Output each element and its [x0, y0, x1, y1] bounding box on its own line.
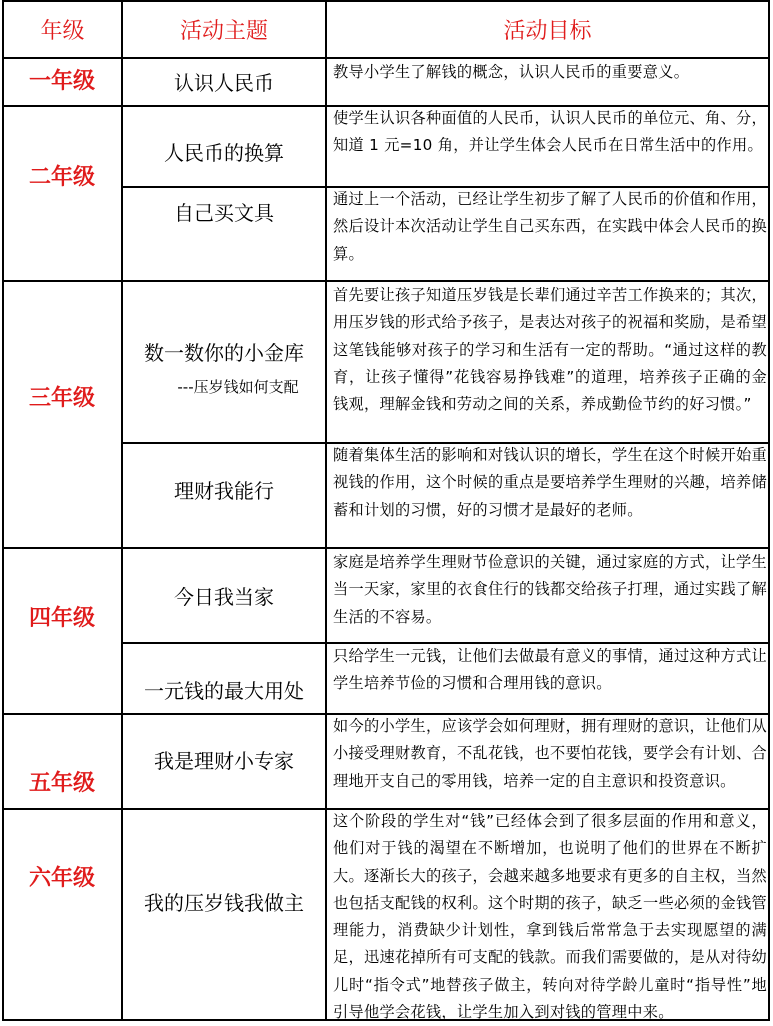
theme-3-2: 理财我能行 — [174, 479, 274, 503]
grade-label-2: 二年级 — [28, 165, 95, 190]
theme-4-2: 一元钱的最大用处 — [144, 679, 304, 703]
goal-4-2: 只给学生一元钱，让他们去做最有意义的事情，通过这种方式让学生培养节俭的习惯和合理用钱的意识。 — [333, 647, 767, 693]
grade-label-4: 四年级 — [28, 606, 95, 631]
table-border-right — [768, 0, 770, 1021]
grade-label-1: 一年级 — [28, 69, 95, 94]
goal-3-2: 随着集体生活的影响和对钱认识的增长，学生在这个时候开始重视钱的作用，这个时候的重点是要培养学生理财的兴趣，培养储蓄和计划的习惯，好的习惯才是最好的老师。 — [333, 446, 767, 519]
goal-2-1: 使学生认识各种面值的人民币，认识人民币的单位元、角、分，知道 1 元=10 角，并让学生体会人民币在日常生活中的作用。 — [333, 109, 767, 155]
grade-label-6: 六年级 — [28, 866, 95, 891]
goal-2-2: 通过上一个活动，已经让学生初步了解了人民币的价值和作用，然后设计本次活动让学生自己买东西，在实践中体会人民币的换算。 — [333, 190, 767, 263]
theme-3-1: 数一数你的小金库 — [144, 341, 304, 365]
header-grade: 年级 — [40, 19, 85, 44]
grade-label-5: 五年级 — [28, 771, 95, 796]
goal-4-1: 家庭是培养学生理财节俭意识的关键，通过家庭的方式，让学生当一天家，家里的衣食住行的钱都交给孩子打理，通过实践了解生活的不容易。 — [333, 553, 767, 626]
header-goal: 活动目标 — [503, 19, 592, 44]
goal-1-1: 教导小学生了解钱的概念，认识人民币的重要意义。 — [333, 63, 690, 81]
goal-3-1: 首先要让孩子知道压岁钱是长辈们通过辛苦工作换来的；其次，用压岁钱的形式给予孩子，是表达对孩子的祝福和奖励，是希望这笔钱能够对孩子的学习和生活有一定的帮助。“通过这样的教育，让孩子懂得”花钱容易挣钱难”的道理，培养孩子正确的金钱观，理解金钱和劳动之间的关系，养成勤俭节约的好习惯。” — [333, 286, 767, 414]
theme-4-1: 今日我当家 — [174, 585, 274, 609]
theme-2-1: 人民币的换算 — [164, 141, 284, 165]
grade-label-3: 三年级 — [28, 386, 95, 411]
theme-2-2: 自己买文具 — [174, 201, 274, 225]
column-divider-theme — [121, 0, 123, 1021]
theme-6-1: 我的压岁钱我做主 — [144, 891, 304, 915]
goal-5-1: 如今的小学生，应该学会如何理财，拥有理财的意识，让他们从小接受理财教育，不乱花钱，也不要怕花钱，要学会有计划、合理地开支自己的零用钱，培养一定的自主意识和投资意识。 — [333, 717, 767, 790]
goal-6-1: 这个阶段的学生对“钱”已经体会到了很多层面的作用和意义，他们对于钱的渴望在不断增加，也说明了他们的世界在不断扩大。逐渐长大的孩子，会越来越多地要求有更多的自主权，当然也包括支配钱的权利。这个时期的孩子，缺乏一些必须的金钱管理能力，消费缺少计划性，拿到钱后常常急于去实现愿望的满足，迅速花掉所有可支配的钱款。而我们需要做的，是从对待幼儿时“指令式”地替孩子做主，转向对待学龄儿童时“指导性”地引导他学会花钱，让学生加入到对钱的管理中来。 — [333, 812, 767, 1022]
column-divider-goal — [325, 0, 327, 1021]
theme-3-1-subtitle: ---压岁钱如何支配 — [177, 378, 299, 396]
header-theme: 活动主题 — [179, 19, 268, 44]
theme-1-1: 认识人民币 — [174, 71, 274, 95]
theme-5-1: 我是理财小专家 — [154, 749, 294, 773]
